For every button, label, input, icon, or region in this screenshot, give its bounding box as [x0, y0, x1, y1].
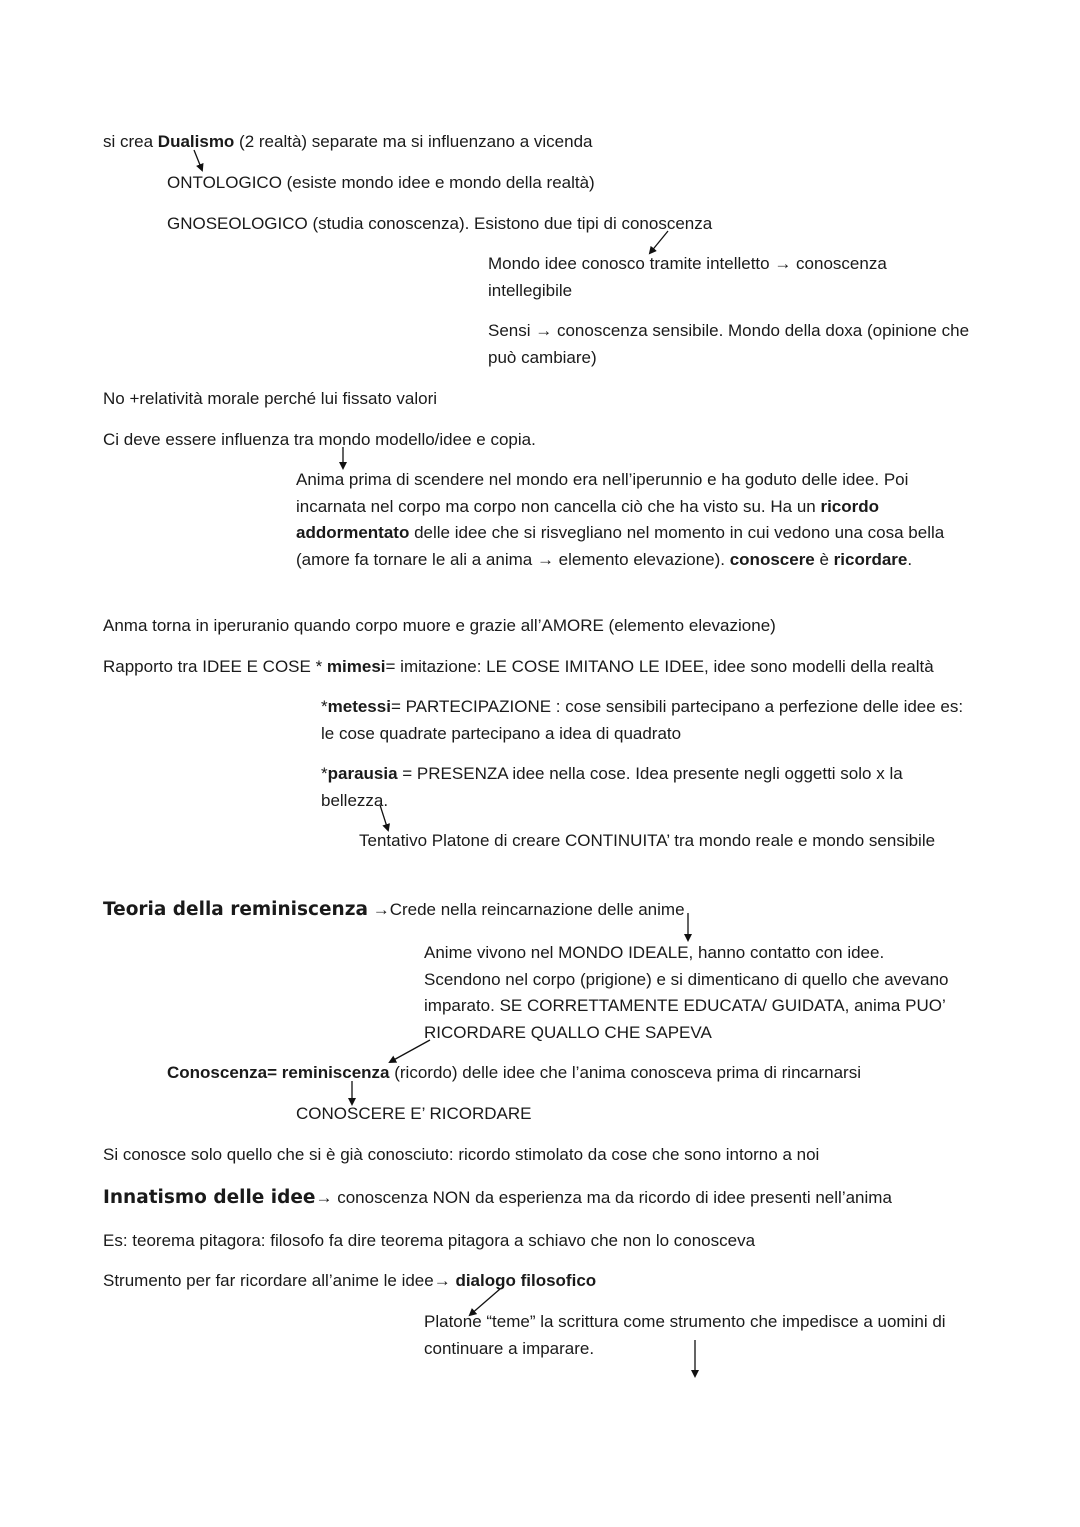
- metessi-block: [321, 694, 981, 747]
- ricordare-term: ricordare: [833, 549, 908, 569]
- intellegibile-block: Mondo idee conosco tramite intelletto → conoscenza intellegibile: [488, 254, 887, 300]
- mimesi-term: mimesi: [326, 657, 386, 676]
- conoscere-ricordare-line: CONOSCERE E’ RICORDARE: [296, 1104, 532, 1123]
- parausia-def: = PRESENZA idee nella cose. Idea presente negli oggetti solo x la bellezza.: [321, 764, 903, 810]
- rapporto-pre: Rapporto tra IDEE E COSE *: [103, 657, 327, 676]
- gnoseologico-line: GNOSEOLOGICO (studia conoscenza). Esistono due tipi di conoscenza: [167, 214, 713, 233]
- metessi-star: *: [321, 697, 328, 716]
- anima-block: [296, 467, 976, 573]
- metessi-def: = PARTECIPAZIONE : cose sensibili partecipano a perfezione delle idee es: le cose quadrate partecipano a idea di quadrato: [321, 697, 964, 743]
- influenza-line: Ci deve essere influenza tra mondo modello/idee e copia.: [103, 430, 536, 449]
- dialogo-filosofico-term: dialogo filosofico: [455, 1271, 597, 1290]
- dualismo-post: (2 realtà) separate ma si influenzano a vicenda: [234, 132, 593, 151]
- strumento-pre: Strumento per far ricordare all’anime le idee→: [103, 1271, 456, 1290]
- innatismo-heading: Innatismo delle idee: [103, 1187, 316, 1208]
- conoscenza-term: Conoscenza= reminiscenza: [167, 1063, 390, 1082]
- metessi-term: metessi: [327, 697, 391, 716]
- conoscenza-line: [167, 1060, 861, 1086]
- parausia-block: [321, 761, 961, 814]
- parausia-star: *: [321, 764, 328, 783]
- dualismo-term: Dualismo: [157, 132, 235, 151]
- rapporto-line: [103, 654, 934, 680]
- anime-block: Anime vivono nel MONDO IDEALE, hanno contatto con idee. Scendono nel corpo (prigione) e si dimenticano di quello che avevano imparato. SE CORRETTAMENTE EDUCATA/ GUIDATA, anima PUO’ RICORDARE QUALLO CHE SAPEVA: [424, 943, 949, 1042]
- ontologico-line: ONTOLOGICO (esiste mondo idee e mondo della realtà): [167, 173, 595, 192]
- relativita-line: No +relatività morale perché lui fissato valori: [103, 389, 438, 408]
- dualismo-line: [103, 129, 592, 155]
- anima-text-3: è: [814, 549, 834, 569]
- reminiscenza-after: →Crede nella reincarnazione delle anime: [372, 900, 685, 919]
- mimesi-def: = imitazione: LE COSE IMITANO LE IDEE, idee sono modelli della realtà: [385, 657, 934, 676]
- anima-text-4: .: [907, 549, 913, 569]
- esempio-line: Es: teorema pitagora: filosofo fa dire teorema pitagora a schiavo che non lo conosceva: [103, 1231, 756, 1250]
- anima-text-1: Anima prima di scendere nel mondo era nell’iperunnio e ha goduto delle idee. Poi incarnata nel corpo ma corpo non cancella ciò che ha visto su. Ha un: [296, 470, 909, 516]
- iperuranio-line: Anma torna in iperuranio quando corpo muore e grazie all’AMORE (elemento elevazione): [103, 616, 776, 635]
- reminiscenza-heading-line: [103, 897, 685, 923]
- continuita-block: Tentativo Platone di creare CONTINUITA’ tra mondo reale e mondo sensibile: [359, 831, 936, 850]
- innatismo-after: → conoscenza NON da esperienza ma da ricordo di idee presenti nell’anima: [315, 1188, 892, 1207]
- strumento-line: [103, 1268, 596, 1294]
- ricordo-addormentato-term: ricordo addormentato: [296, 496, 880, 542]
- dualismo-pre: si crea: [103, 132, 158, 151]
- parausia-term: parausia: [327, 764, 398, 783]
- conoscere-term: conoscere: [729, 549, 815, 569]
- innatismo-heading-line: [103, 1185, 892, 1211]
- scrittura-block: Platone “teme” la scrittura come strumento che impedisce a uomini di continuare a imparare.: [424, 1312, 946, 1358]
- si-conosce-line: Si conosce solo quello che si è già conosciuto: ricordo stimolato da cose che sono intorno a noi: [103, 1145, 820, 1164]
- sensibile-block: Sensi → conoscenza sensibile. Mondo della doxa (opinione che può cambiare): [488, 321, 970, 367]
- conoscenza-def: (ricordo) delle idee che l’anima conosceva prima di rincarnarsi: [389, 1063, 861, 1082]
- anima-text-2: delle idee che si risvegliano nel momento in cui vedono una cosa bella (amore fa tornare le ali a anima → elemento elevazione).: [296, 523, 945, 569]
- reminiscenza-heading: Teoria della reminiscenza: [103, 899, 368, 920]
